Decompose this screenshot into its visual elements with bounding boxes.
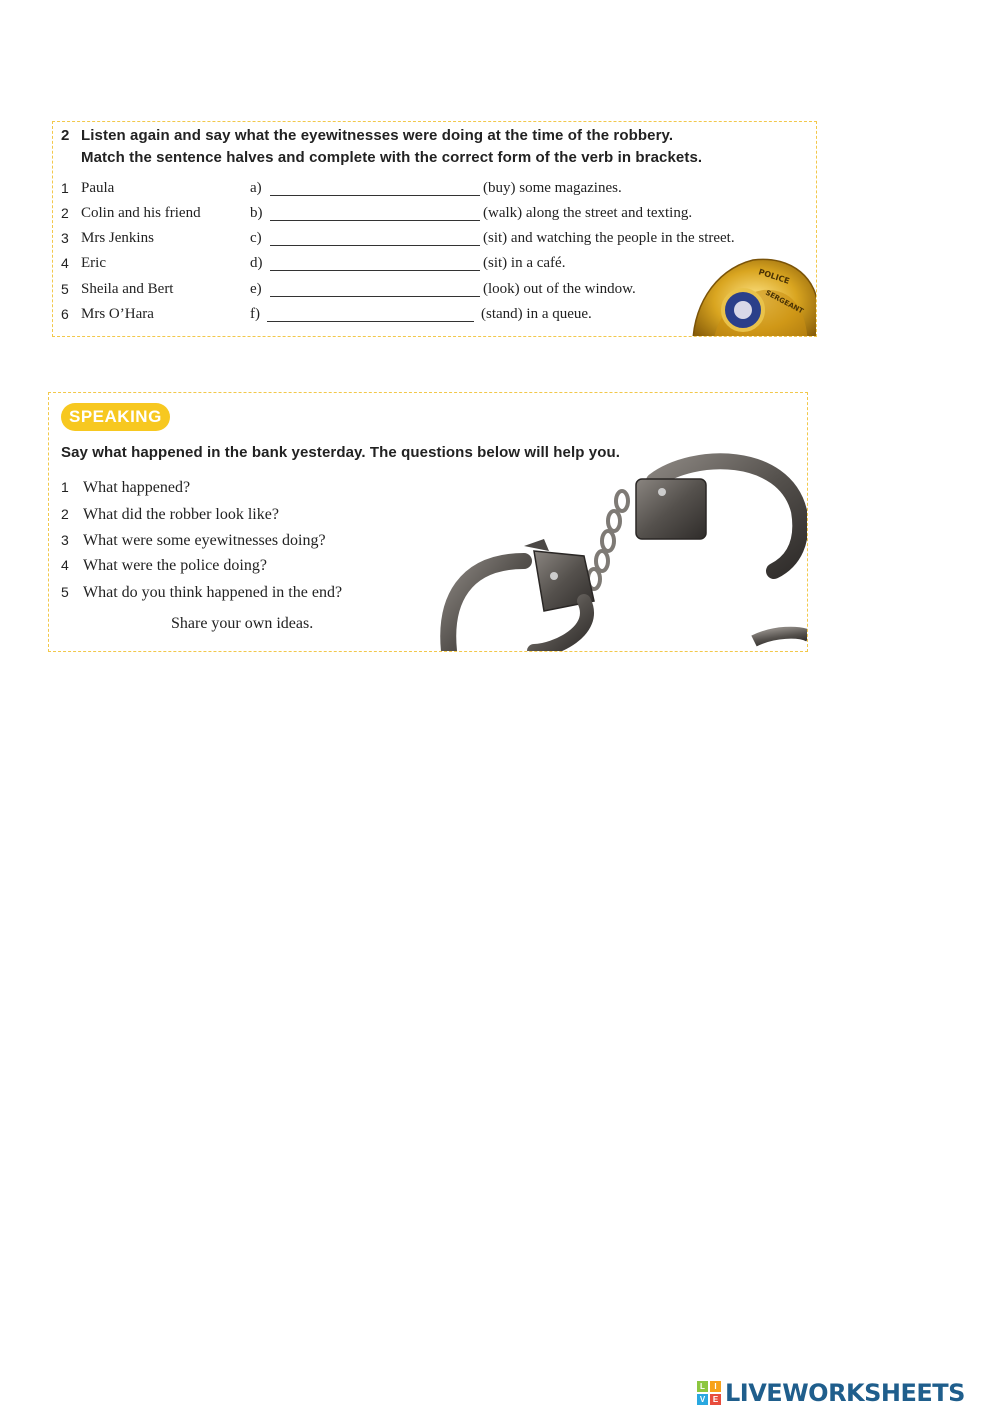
answer-blank[interactable] [270, 195, 480, 196]
answer-blank[interactable] [267, 321, 474, 322]
row-name: Sheila and Bert [81, 281, 174, 297]
question-item [61, 532, 326, 550]
logo-letter: L [697, 1381, 708, 1392]
row-letter: f) [250, 306, 260, 322]
answer-blank[interactable] [270, 245, 480, 246]
exercise-number: 2 [61, 127, 70, 144]
speaking-badge: SPEAKING [61, 403, 170, 431]
question-item [61, 506, 279, 524]
question-text: What were some eyewitnesses doing? [83, 532, 326, 549]
question-number: 5 [61, 584, 69, 600]
police-badge-image [683, 250, 817, 337]
speaking-box [48, 392, 808, 652]
question-item [61, 584, 342, 602]
row-verb: (look) out of the window. [483, 281, 636, 297]
row-verb: (stand) in a queue. [481, 306, 592, 322]
exercise-2-box [52, 121, 817, 337]
row-letter: e) [250, 281, 262, 297]
row-verb: (walk) along the street and texting. [483, 205, 693, 221]
row-letter: a) [250, 180, 262, 196]
logo-letter: I [710, 1381, 721, 1392]
row-letter: b) [250, 205, 263, 221]
question-text: What were the police doing? [83, 557, 267, 574]
answer-blank[interactable] [270, 220, 480, 221]
question-text: What do you think happened in the end? [83, 584, 343, 601]
row-number: 1 [61, 180, 69, 196]
speaking-instruction: Say what happened in the bank yesterday. The questions below will help you. [61, 444, 620, 461]
answer-blank[interactable] [270, 270, 480, 271]
match-row [53, 205, 817, 227]
row-number: 2 [61, 205, 69, 221]
exercise-instruction-1: Listen again and say what the eyewitnesses were doing at the time of the robbery. [81, 127, 674, 144]
question-text: What did the robber look like? [83, 506, 279, 523]
share-ideas-text: Share your own ideas. [171, 615, 314, 632]
question-number: 2 [61, 506, 69, 522]
logo-letter: V [697, 1394, 708, 1405]
logo-icon [697, 1381, 721, 1405]
row-number: 3 [61, 230, 69, 246]
question-number: 1 [61, 479, 69, 495]
row-name: Mrs O’Hara [81, 306, 154, 322]
logo-text: LIVEWORKSHEETS [725, 1379, 965, 1407]
question-item [61, 557, 267, 575]
svg-text:SERGEANT: SERGEANT [764, 288, 805, 316]
question-item [61, 479, 190, 497]
row-verb: (sit) and watching the people in the street. [483, 230, 735, 246]
row-number: 5 [61, 281, 69, 297]
question-number: 4 [61, 557, 69, 573]
question-number: 3 [61, 532, 69, 548]
row-verb: (sit) in a café. [483, 255, 566, 271]
liveworksheets-logo [697, 1377, 965, 1409]
row-name: Mrs Jenkins [81, 230, 154, 246]
row-letter: c) [250, 230, 262, 246]
row-name: Paula [81, 180, 115, 196]
row-verb: (buy) some magazines. [483, 180, 622, 196]
handcuffs-image [424, 451, 808, 651]
row-name: Colin and his friend [81, 205, 201, 221]
logo-letter: E [710, 1394, 721, 1405]
match-row [53, 180, 817, 202]
question-text: What happened? [83, 479, 191, 496]
row-name: Eric [81, 255, 106, 271]
row-number: 6 [61, 306, 69, 322]
row-letter: d) [250, 255, 263, 271]
svg-text:POLICE: POLICE [757, 267, 791, 286]
row-number: 4 [61, 255, 69, 271]
exercise-instruction-2: Match the sentence halves and complete with the correct form of the verb in brackets. [81, 149, 703, 166]
match-row [53, 230, 817, 252]
answer-blank[interactable] [270, 296, 480, 297]
